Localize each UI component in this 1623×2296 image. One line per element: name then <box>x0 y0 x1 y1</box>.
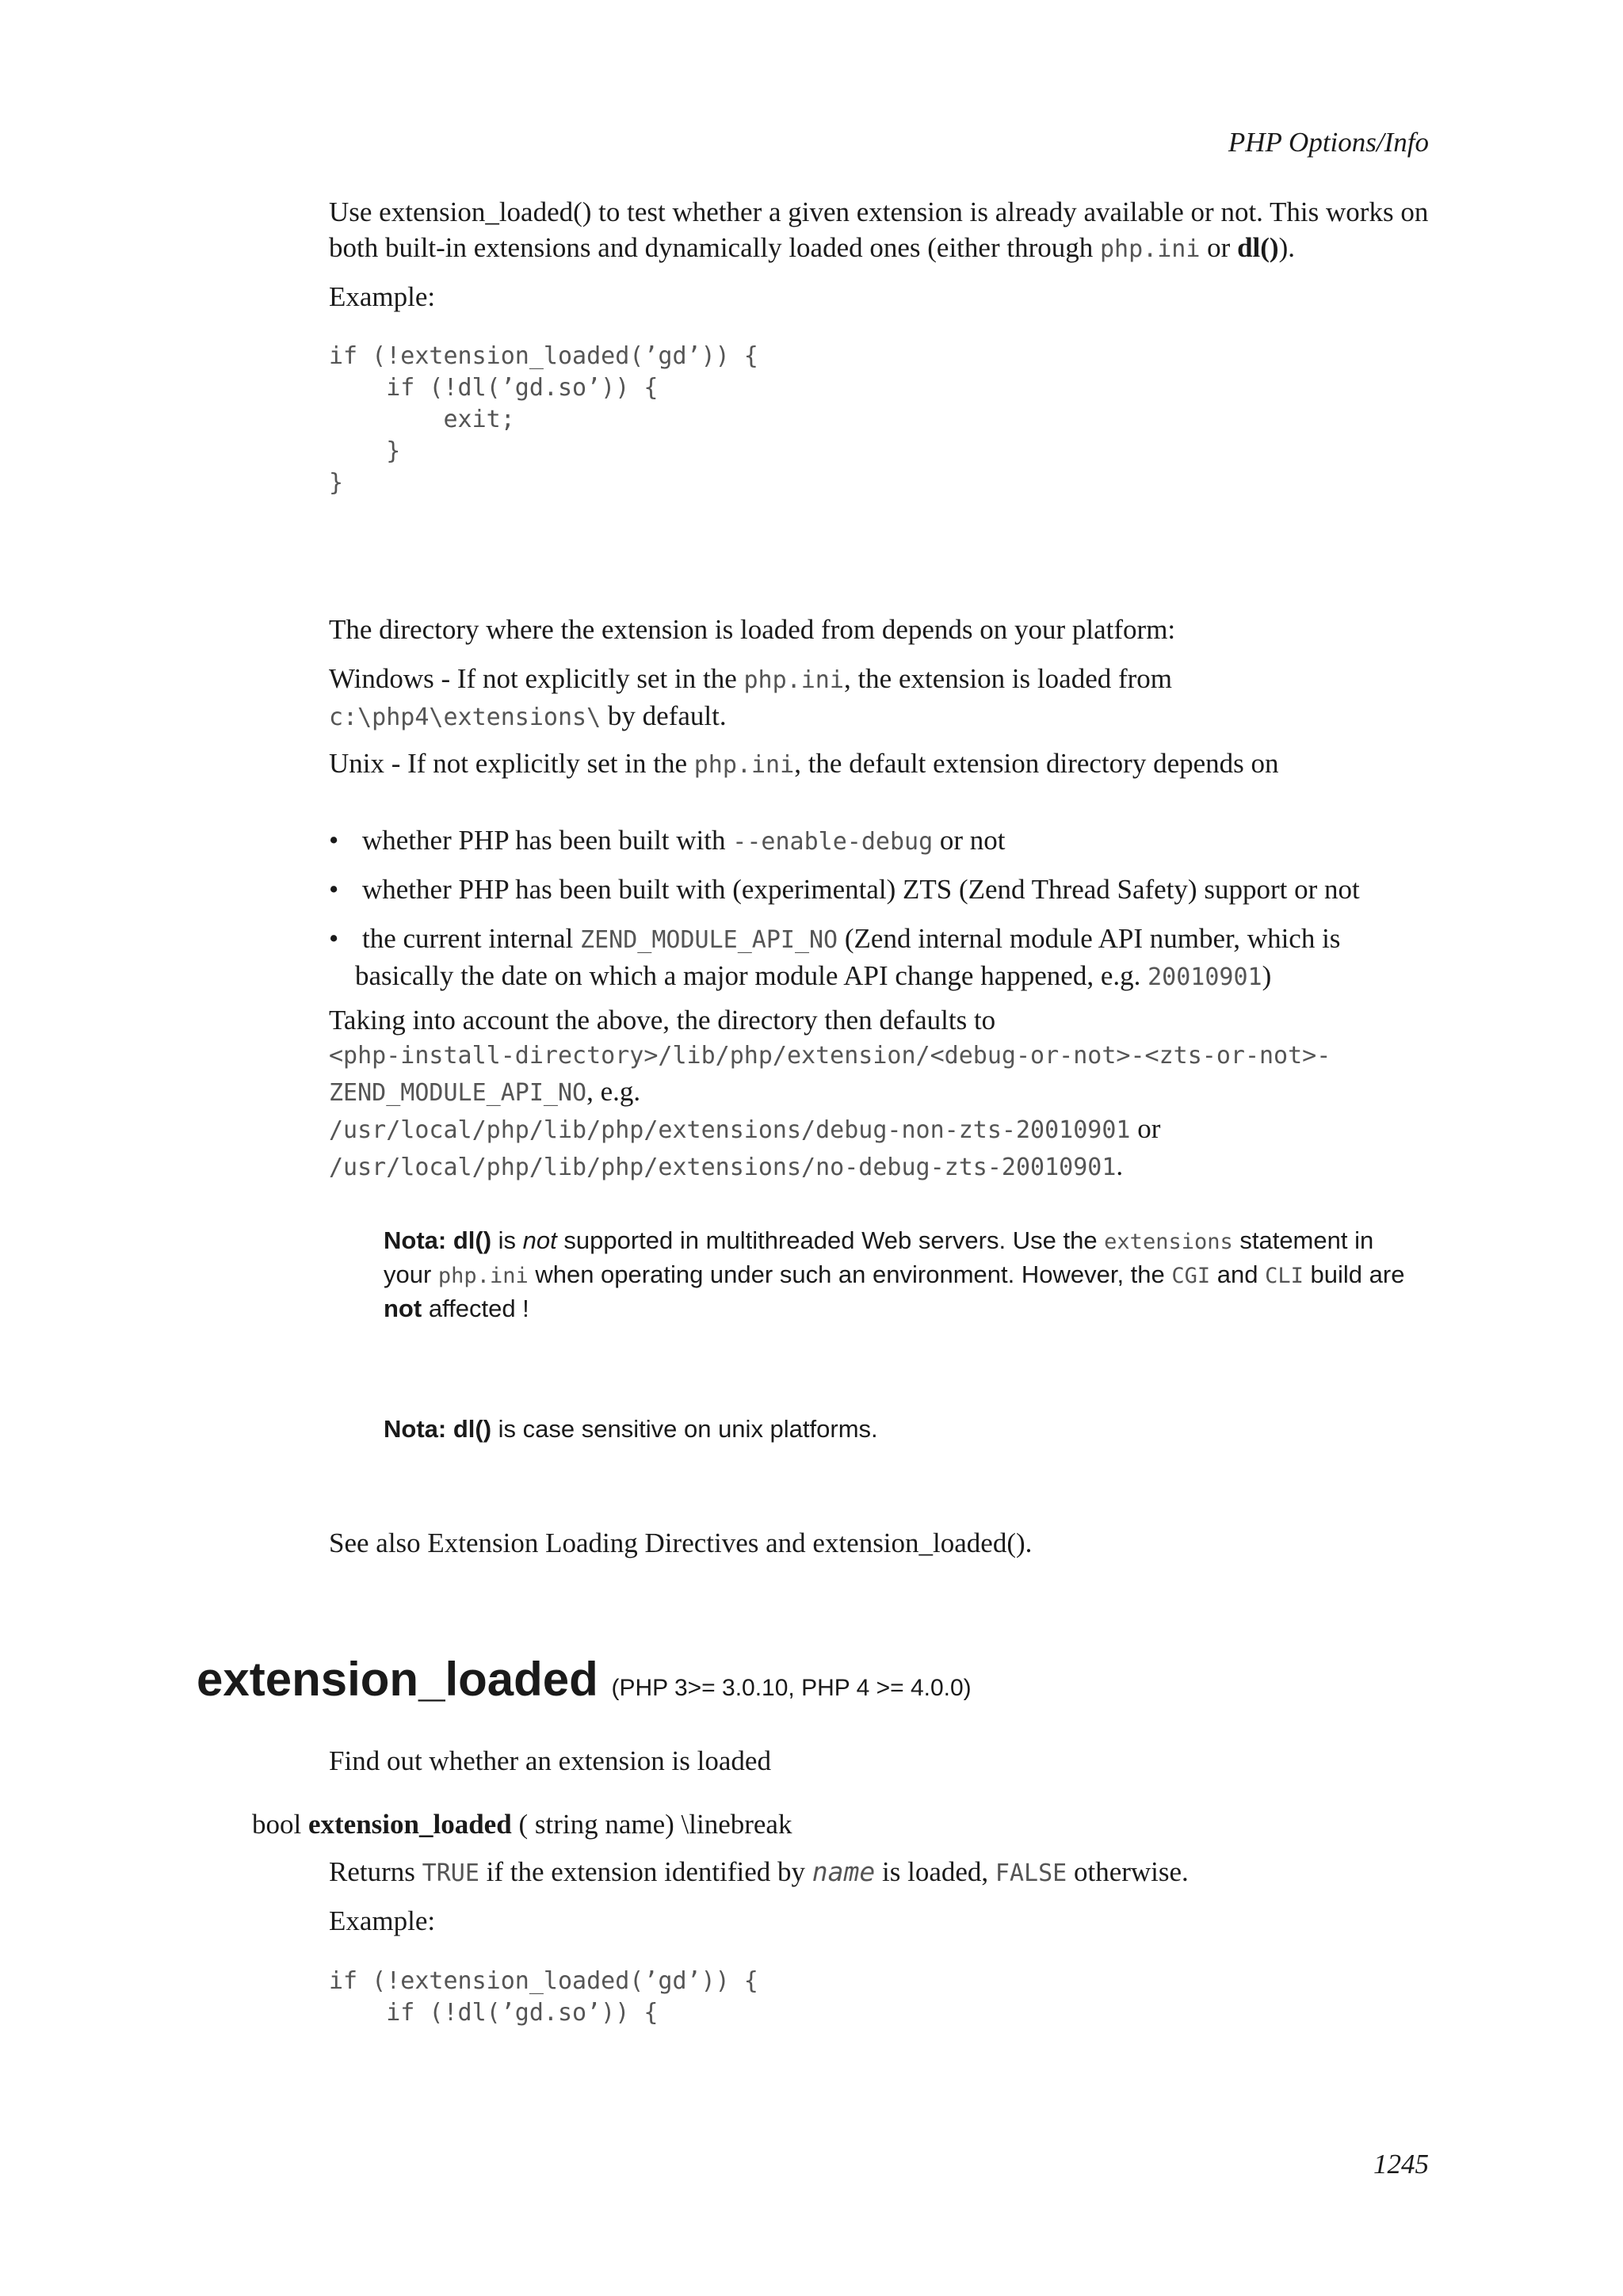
unix-text: Unix - If not explicitly set in the <box>329 748 694 779</box>
code-block-1 <box>329 341 758 499</box>
code-block-2 <box>329 1966 758 2029</box>
list-item <box>329 822 1438 860</box>
defaults-line: Taking into account the above, the directory then defaults to <box>329 1005 996 1035</box>
returns-text: otherwise. <box>1067 1856 1189 1887</box>
inline-code: extensions <box>1104 1230 1233 1254</box>
code-text: if (!extension_loaded(’gd’)) { if (!dl(’gd.so’)) { <box>329 1967 758 2027</box>
inline-code: c:\php4\extensions\ <box>329 704 601 731</box>
defaults-line <box>329 1074 1438 1111</box>
note-text: and <box>1210 1261 1266 1288</box>
function-signature <box>252 1806 792 1842</box>
note-text: when operating under such an environment. However, the <box>528 1261 1172 1288</box>
example-label: Example: <box>329 281 436 312</box>
bullet-icon: • <box>329 825 339 856</box>
windows-text: by default. <box>601 700 727 731</box>
bullet-text: whether PHP has been built with <box>362 825 733 856</box>
windows-paragraph <box>329 661 1438 735</box>
windows-text: Windows - If not explicitly set in the <box>329 663 744 694</box>
inline-code: --enable-debug <box>732 828 934 856</box>
note-text: supported in multithreaded Web servers. Use the <box>556 1226 1105 1254</box>
inline-code: CLI <box>1265 1264 1304 1288</box>
windows-text: , the extension is loaded from <box>843 663 1173 694</box>
parameter: name <box>812 1856 876 1887</box>
returns-text: if the extension identified by <box>479 1856 812 1887</box>
windows-line-2 <box>329 698 1438 735</box>
defaults-paragraph <box>329 1002 1438 1185</box>
intro-text: ). <box>1278 232 1295 263</box>
note-text: build are <box>1303 1261 1405 1288</box>
note-emphasis: not <box>384 1295 422 1322</box>
inline-code: 20010901 <box>1148 963 1262 991</box>
return-type: bool <box>252 1809 308 1840</box>
inline-code: php.ini <box>693 751 795 779</box>
function-ref: dl() <box>1237 232 1279 263</box>
defaults-path: <php-install-directory>/lib/php/extension/<debug-or-not>-<zts-or-not>- <box>329 1042 1331 1070</box>
intro-text: both built-in extensions and dynamically loaded ones (either through <box>329 232 1100 263</box>
version-info: (PHP 3>= 3.0.10, PHP 4 >= 4.0.0) <box>611 1675 972 1701</box>
intro-paragraph <box>329 194 1438 267</box>
bullet-line-1 <box>329 921 1438 958</box>
example-label: Example: <box>329 1905 436 1936</box>
unix-text: , the default extension directory depends on <box>794 748 1279 779</box>
defaults-line <box>329 1148 1438 1185</box>
function-heading <box>197 1652 972 1707</box>
inline-code: ZEND_MODULE_API_NO <box>329 1079 587 1107</box>
note-line <box>384 1258 1438 1292</box>
note-label: Nota: <box>384 1415 447 1443</box>
note-case-sensitive <box>384 1413 1438 1445</box>
inline-code: ZEND_MODULE_API_NO <box>580 926 838 954</box>
function-title: extension_loaded <box>197 1653 598 1706</box>
see-also: See also Extension Loading Directives and extension_loaded(). <box>329 1527 1033 1558</box>
function-name: extension_loaded <box>307 1809 512 1840</box>
returns-text: Returns <box>329 1856 422 1887</box>
intro-line-2 <box>329 230 1438 267</box>
function-ref: dl() <box>453 1415 492 1443</box>
function-purpose: Find out whether an extension is loaded <box>329 1745 771 1776</box>
page-number: 1245 <box>1373 2149 1429 2180</box>
inline-code: php.ini <box>437 1264 529 1288</box>
inline-code: /usr/local/php/lib/php/extensions/no-debug-zts-20010901 <box>329 1154 1117 1181</box>
inline-code: php.ini <box>1099 235 1201 263</box>
defaults-text: . <box>1116 1150 1124 1181</box>
list-item <box>329 921 1438 995</box>
bullet-icon: • <box>329 874 339 905</box>
bullet-text: the current internal <box>362 923 581 954</box>
function-args: ( string name) \linebreak <box>511 1809 792 1840</box>
note-emphasis: not <box>522 1226 557 1254</box>
directory-paragraph: The directory where the extension is loaded from depends on your platform: <box>329 614 1176 645</box>
inline-code: php.ini <box>743 666 844 694</box>
running-header: PHP Options/Info <box>1228 127 1429 158</box>
intro-line-1: Use extension_loaded() to test whether a given extension is already available or not. This works on <box>329 196 1429 227</box>
note-text: statement in <box>1232 1226 1374 1254</box>
intro-text: or <box>1200 232 1238 263</box>
unix-paragraph <box>329 746 1438 783</box>
note-line <box>384 1292 1438 1325</box>
constant: TRUE <box>422 1859 479 1887</box>
bullet-icon: • <box>329 923 339 954</box>
returns-text: is loaded, <box>875 1856 995 1887</box>
note-text: is <box>491 1226 523 1254</box>
windows-line-1 <box>329 661 1438 698</box>
note-text: your <box>384 1261 438 1288</box>
inline-code: CGI <box>1171 1264 1211 1288</box>
returns-paragraph <box>329 1854 1438 1891</box>
note-label: Nota: <box>384 1226 447 1254</box>
bullet-line-2 <box>329 958 1438 995</box>
bullet-text: ) <box>1262 960 1272 991</box>
bullet-text: (Zend internal module API number, which is <box>838 923 1341 954</box>
defaults-text: , e.g. <box>586 1076 641 1107</box>
bullet-text: basically the date on which a major module API change happened, e.g. <box>355 960 1148 991</box>
bullet-text: or not <box>933 825 1006 856</box>
list-item <box>329 871 1438 907</box>
code-text: if (!extension_loaded(’gd’)) { if (!dl(’gd.so’)) { exit; } } <box>329 342 758 497</box>
note-line <box>384 1224 1438 1258</box>
constant: FALSE <box>995 1859 1067 1887</box>
note-text: affected ! <box>422 1295 529 1322</box>
note-multithread <box>384 1224 1438 1325</box>
note-text: is case sensitive on unix platforms. <box>491 1415 878 1443</box>
defaults-line <box>329 1111 1438 1148</box>
defaults-text: or <box>1130 1113 1161 1144</box>
function-ref: dl() <box>453 1226 492 1254</box>
bullet-text: whether PHP has been built with (experimental) ZTS (Zend Thread Safety) support or not <box>362 874 1360 905</box>
inline-code: /usr/local/php/lib/php/extensions/debug-non-zts-20010901 <box>329 1116 1131 1144</box>
